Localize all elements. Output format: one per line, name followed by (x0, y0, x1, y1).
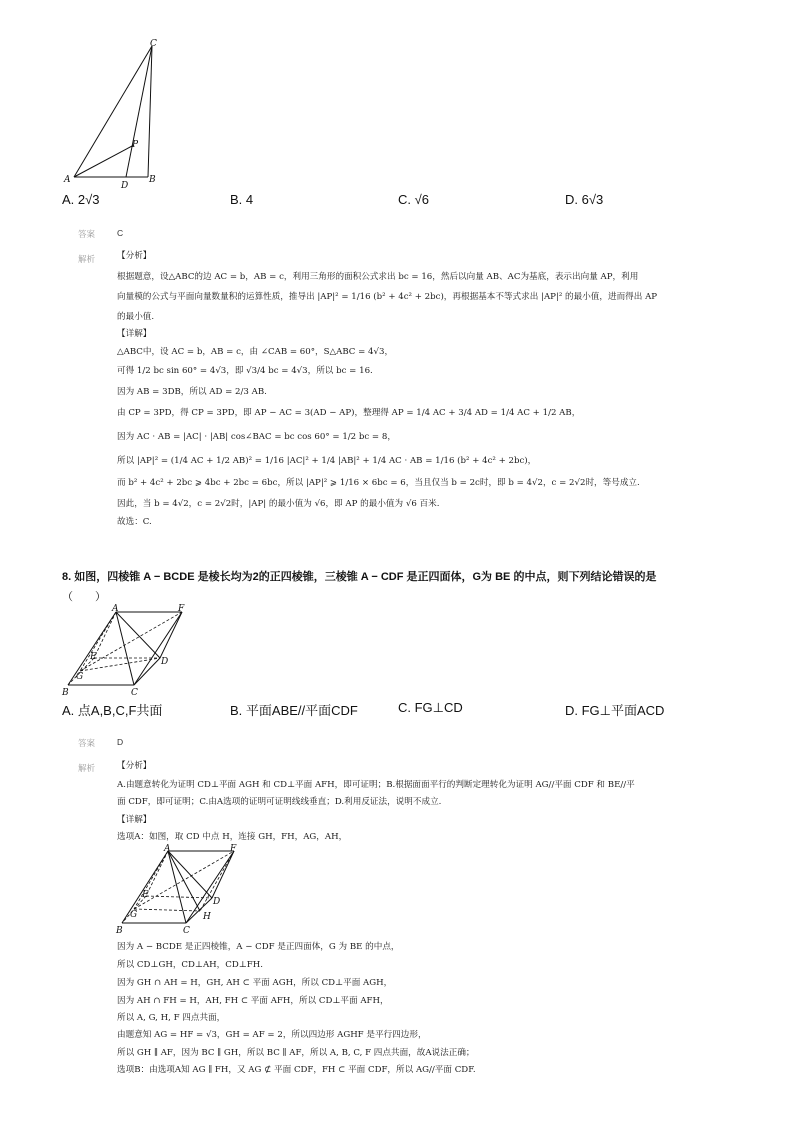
q7-line: 所以 |AP|² = (1/4 AC + 1/2 AB)² = 1/16 |AC|² + 1/4 |AB|² + 1/4 AC · AB = 1/16 (b² + 4c² + 2bc)， (117, 456, 537, 466)
q8-answer-tag: 答案 (78, 738, 96, 748)
q7-line: 向量模的公式与平面向量数量积的运算性质，推导出 |AP|² = 1/16 (b² + 4c² + 2bc)，再根据基本不等式求出 |AP|² 的最小值，进而得出 AP (117, 292, 658, 302)
q7-line: 由 CP = 3PD，得 CP = 3PD，即 AP − AC = 3(AD − AP)，整理得 AP = 1/4 AC + 3/4 AD = 1/4 AC + 1/2 AB， (117, 408, 581, 418)
q8-line: 选项B：由选项A知 AG ∥ FH，又 AG ⊄ 平面 CDF，FH ⊂ 平面 CDF，所以 AG//平面 CDF. (117, 1065, 476, 1075)
q7-option-c: C. √6 (398, 192, 429, 207)
label-C: C (131, 688, 138, 698)
q7-line: 因为 AC · AB = |AC| · |AB| cos∠BAC = bc cos 60° = 1/2 bc = 8， (117, 432, 396, 442)
q8-line: 【分析】 (117, 761, 152, 771)
triangle-figure (60, 36, 170, 192)
q7-line: 的最小值. (117, 312, 155, 322)
label-B: B (62, 688, 69, 698)
q8-line: 所以 CD⊥GH，CD⊥AH，CD⊥FH. (117, 960, 263, 970)
label-A: A (164, 844, 171, 854)
q8-line: 因为 A − BCDE 是正四棱锥，A − CDF 是正四面体，G 为 BE 的中点， (117, 942, 400, 952)
q8-option-b: B. 平面ABE//平面CDF (230, 703, 358, 718)
q8-line: 所以 A, G, H, F 四点共面， (117, 1013, 226, 1023)
q7-answer-tag: 答案 (78, 229, 96, 239)
q8-option-c: C. FG⊥CD (398, 700, 463, 715)
q7-line: 因为 AB = 3DB，所以 AD = 2/3 AB. (117, 387, 267, 397)
q7-answer: C (117, 228, 124, 238)
q8-line: 【详解】 (117, 815, 152, 825)
q8-line: 因为 AH ∩ FH = H，AH, FH ⊂ 平面 AFH，所以 CD⊥平面 AFH， (117, 996, 389, 1006)
label-H: H (203, 912, 211, 922)
q8-option-a: A. 点A,B,C,F共面 (62, 703, 163, 718)
q8-line: 选项A：如图，取 CD 中点 H，连接 GH，FH，AG，AH， (117, 832, 348, 842)
label-G: G (130, 910, 138, 920)
label-F: F (178, 604, 185, 614)
label-E: E (90, 652, 97, 662)
label-E: E (142, 890, 149, 900)
q8-line: 由题意知 AG = HF = √3，GH = AF = 2，所以四边形 AGHF 是平行四边形， (117, 1030, 427, 1040)
q7-line: 而 b² + 4c² + 2bc ⩾ 4bc + 2bc = 6bc，所以 |AP|² ⩾ 1/16 × 6bc = 6，当且仅当 b = 2c时，即 b = 4√2，c = 2√2时，等号成立. (117, 478, 640, 488)
label-D: D (213, 897, 221, 907)
q8-analysis-tag: 解析 (78, 763, 96, 773)
label-F: F (230, 844, 237, 854)
label-C: C (150, 39, 157, 49)
q8-line: 因为 GH ∩ AH = H，GH, AH ⊂ 平面 AGH，所以 CD⊥平面 AGH， (117, 978, 393, 988)
q8-stem-paren: （ ） (62, 591, 106, 603)
q7-analysis-tag: 解析 (78, 254, 96, 264)
pyramid-figure-with-h (112, 843, 252, 939)
label-B: B (149, 175, 156, 185)
label-D: D (121, 181, 129, 191)
q7-option-d: D. 6√3 (565, 192, 604, 207)
label-G: G (76, 672, 84, 682)
q7-option-a: A. 2√3 (62, 192, 100, 207)
q7-line: 【分析】 (117, 251, 152, 261)
q8-answer: D (117, 737, 124, 747)
q7-line: 【详解】 (117, 329, 152, 339)
q8-line: 所以 GH ∥ AF，因为 BC ∥ GH，所以 BC ∥ AF，所以 A, B, C, F 四点共面，故A说法正确； (117, 1048, 475, 1058)
q7-line: 故选：C. (117, 517, 152, 527)
q7-line: 根据题意，设△ABC的边 AC = b，AB = c，利用三角形的面积公式求出 bc = 16，然后以向量 AB、AC为基底，表示出向量 AP，利用 (117, 272, 639, 282)
q8-line: 面 CDF，即可证明；C.由A选项的证明可证明线线垂直；D.利用反证法，说明不成立. (117, 797, 442, 807)
q8-line: A.由题意转化为证明 CD⊥平面 AGH 和 CD⊥平面 AFH，即可证明；B.根据面面平行的判断定理转化为证明 AG//平面 CDF 和 BE//平 (117, 780, 635, 790)
q8-option-d: D. FG⊥平面ACD (565, 703, 665, 718)
label-A: A (64, 175, 71, 185)
pyramid-figure (60, 603, 190, 699)
q7-line: 可得 1/2 bc sin 60° = 4√3，即 √3/4 bc = 4√3，所以 bc = 16. (117, 366, 373, 376)
label-B: B (116, 926, 123, 936)
q8-stem: 8. 如图，四棱锥 A − BCDE 是棱长均为2的正四棱锥，三棱锥 A − CDF 是正四面体，G为 BE 的中点，则下列结论错误的是 (62, 571, 657, 583)
label-D: D (161, 657, 169, 667)
label-P: P (132, 140, 139, 150)
q7-line: △ABC中，设 AC = b，AB = c，由 ∠CAB = 60°，S△ABC = 4√3， (117, 347, 394, 357)
q7-option-b: B. 4 (230, 192, 254, 207)
label-C: C (183, 926, 190, 936)
q7-line: 因此，当 b = 4√2，c = 2√2时，|AP| 的最小值为 √6，即 AP 的最小值为 √6 百米. (117, 499, 440, 509)
label-A: A (112, 604, 119, 614)
